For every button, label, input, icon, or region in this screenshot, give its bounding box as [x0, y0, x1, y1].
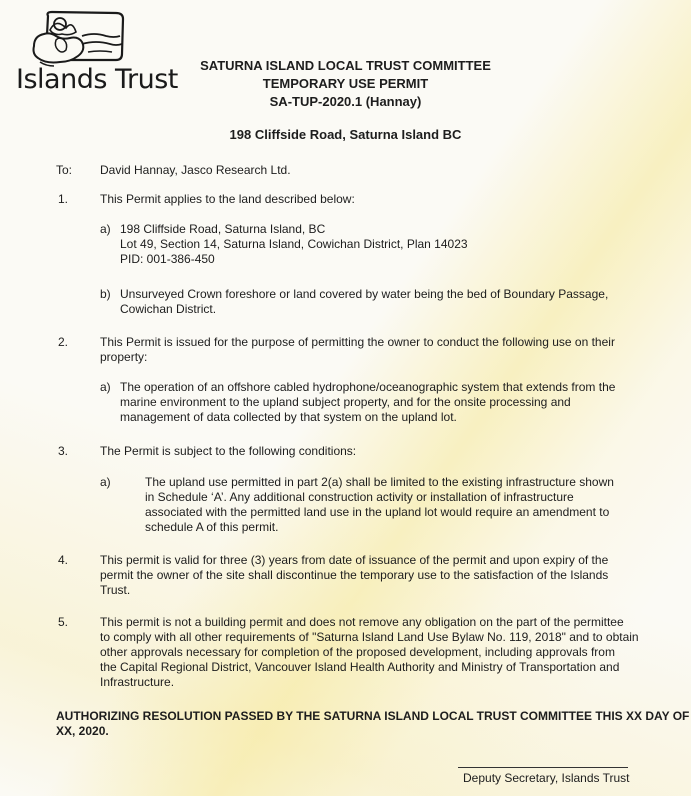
section-2a-line: management of data collected by that system on the upland lot. [120, 410, 457, 424]
section-5-number: 5. [58, 615, 69, 629]
section-2-line: property: [100, 350, 148, 364]
section-3a-line: in Schedule ‘A’. Any additional construction activity or installation of infrastructure [145, 490, 574, 504]
section-1a-label: a) [100, 222, 111, 236]
to-label: To: [56, 163, 73, 177]
signature-line [458, 767, 628, 768]
section-5-line: the Capital Regional District, Vancouver Island Health Authority and Ministry of Transportation and [100, 660, 620, 674]
resolution-line: XX, 2020. [56, 724, 109, 738]
section-2-number: 2. [58, 335, 69, 349]
section-1a-line: PID: 001-386-450 [120, 252, 215, 266]
section-5-line: to comply with all other requirements of "Saturna Island Land Use Bylaw No. 119, 2018" and to obtain [100, 630, 639, 644]
recipient-name: David Hannay, Jasco Research Ltd. [100, 163, 291, 177]
section-3a-line: schedule A of this permit. [145, 520, 279, 534]
section-2a-line: marine environment to the upland subject property, and for the onsite processing and [120, 395, 571, 409]
section-1b-label: b) [100, 287, 111, 301]
section-3a-line: associated with the permitted land use in the upland lot would require an amendment to [145, 505, 610, 519]
section-5-line: other approvals necessary for completion of the proposed development, including approvals from [100, 645, 615, 659]
section-5-line: This permit is not a building permit and does not remove any obligation on the part of the permittee [100, 615, 624, 629]
section-4-line: permit the owner of the site shall discontinue the temporary use to the satisfaction of the Islands [100, 568, 609, 582]
section-3-text: The Permit is subject to the following conditions: [100, 444, 357, 458]
section-3a-line: The upland use permitted in part 2(a) shall be limited to the existing infrastructure shown [145, 475, 614, 489]
section-1-number: 1. [58, 192, 69, 206]
section-2-line: This Permit is issued for the purpose of permitting the owner to conduct the following use on their [100, 335, 615, 349]
permit-type-heading: TEMPORARY USE PERMIT [262, 76, 429, 91]
section-5-line: Infrastructure. [100, 675, 175, 689]
section-1a-line: Lot 49, Section 14, Saturna Island, Cowichan District, Plan 14023 [120, 237, 468, 251]
section-4-line: This permit is valid for three (3) years from date of issuance of the permit and upon expiry of the [100, 553, 609, 567]
section-3a-label: a) [100, 475, 111, 489]
section-3-number: 3. [58, 444, 69, 458]
section-2a-line: The operation of an offshore cabled hydrophone/oceanographic system that extends from the [120, 380, 616, 394]
section-1b-line: Cowichan District. [120, 302, 217, 316]
resolution-line: AUTHORIZING RESOLUTION PASSED BY THE SATURNA ISLAND LOCAL TRUST COMMITTEE THIS XX DAY OF [56, 709, 690, 723]
section-4-number: 4. [58, 553, 69, 567]
signature-title: Deputy Secretary, Islands Trust [463, 771, 630, 785]
section-1a-line: 198 Cliffside Road, Saturna Island, BC [120, 222, 326, 236]
section-1-text: This Permit applies to the land described below: [100, 192, 355, 206]
section-4-line: Trust. [100, 583, 131, 597]
section-1b-line: Unsurveyed Crown foreshore or land covered by water being the bed of Boundary Passage, [120, 287, 609, 301]
property-address-heading: 198 Cliffside Road, Saturna Island BC [229, 127, 462, 142]
logo-wordmark: Islands Trust [16, 64, 178, 95]
section-2a-label: a) [100, 380, 111, 394]
committee-heading: SATURNA ISLAND LOCAL TRUST COMMITTEE [200, 58, 491, 73]
permit-number-heading: SA-TUP-2020.1 (Hannay) [269, 94, 422, 109]
